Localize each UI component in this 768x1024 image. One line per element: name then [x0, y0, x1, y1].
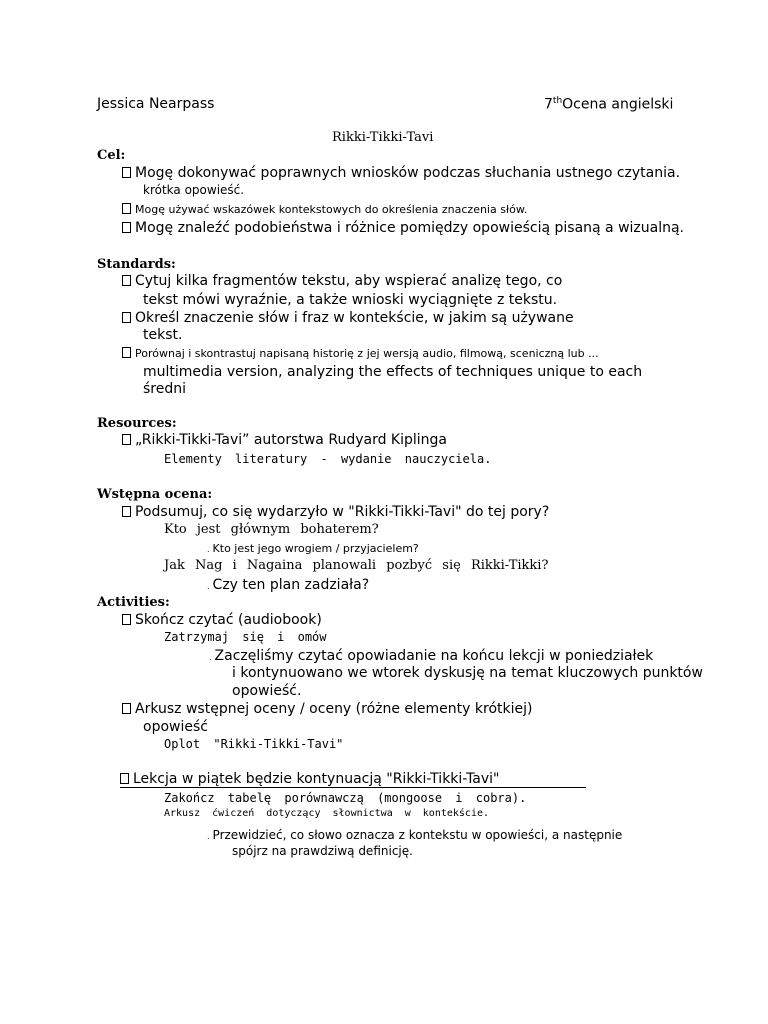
goal-item-3: Mogę znaleźć podobieństwa i różnice pomiędzy opowieścią pisaną a wizualną.	[122, 220, 684, 236]
standards-heading: Standards:	[97, 257, 176, 272]
pre-assessment-item-1: Podsumuj, co się wydarzyło w "Rikki-Tikki-Tavi" do tej pory?	[122, 504, 549, 520]
resource-item-2: Elementy literatury - wydanie nauczyciela.	[164, 452, 492, 466]
activity-item-1: Skończ czytać (audiobook)	[122, 612, 322, 628]
sub-bullet-icon: .	[207, 582, 210, 591]
sub-bullet-icon: .	[209, 653, 212, 662]
pre-assessment-heading: Wstępna ocena:	[97, 487, 213, 502]
activities-heading: Activities:	[97, 595, 170, 610]
grade-superscript: th	[552, 96, 563, 106]
standard-item-3-continued: multimedia version, analyzing the effects of techniques unique to each	[143, 364, 643, 380]
grade-label	[544, 96, 673, 113]
checkbox-bullet-icon	[122, 347, 131, 358]
checkbox-bullet-icon	[122, 312, 131, 323]
sub-bullet-icon: .	[207, 545, 210, 554]
checkbox-bullet-icon	[122, 506, 131, 517]
author-name: Jessica Nearpass	[97, 96, 215, 112]
document-title: Rikki-Tikki-Tavi	[332, 130, 434, 145]
activity-friday-lesson: Lekcja w piątek będzie kontynuacją "Rikki-Tikki-Tavi"	[120, 771, 586, 788]
resource-item-1: „Rikki-Tikki-Tavi” autorstwa Rudyard Kiplinga	[122, 432, 447, 448]
activity-sub-1: Zatrzymaj się i omów	[164, 630, 327, 644]
activity-sub-4: Arkusz ćwiczeń dotyczący słownictwa w kontekście.	[164, 808, 490, 819]
activity-note-1-continued: i kontynuowano we wtorek dyskusję na temat kluczowych punktów	[232, 665, 703, 681]
activity-item-2: Arkusz wstępnej oceny / oceny (różne elementy krótkiej)	[122, 701, 532, 717]
checkbox-bullet-icon	[122, 203, 131, 214]
standard-item-3: Porównaj i skontrastuj napisaną historię z jej wersją audio, filmową, sceniczną lub ...	[122, 347, 599, 360]
activity-note-2: . Przewidzieć, co słowo oznacza z kontekstu w opowieści, a następnie	[207, 828, 623, 842]
activity-note-1-end: opowieść.	[232, 683, 302, 699]
pre-assessment-question-1: Kto jest głównym bohaterem?	[164, 522, 379, 537]
goal-item-1: Mogę dokonywać poprawnych wniosków podczas słuchania ustnego czytania.	[122, 165, 680, 181]
resources-heading: Resources:	[97, 416, 177, 431]
standard-item-1-continued: tekst mówi wyraźnie, a także wnioski wyciągnięte z tekstu.	[143, 292, 558, 308]
checkbox-bullet-icon	[122, 222, 131, 233]
grade-subject: Ocena angielski	[562, 96, 674, 113]
pre-assessment-question-2: . Kto jest jego wrogiem / przyjacielem?	[207, 542, 419, 555]
activity-item-2-continued: opowieść	[143, 719, 208, 735]
checkbox-bullet-icon	[122, 275, 131, 286]
goal-item-2: Mogę używać wskazówek kontekstowych do określenia znaczenia słów.	[122, 203, 527, 216]
checkbox-bullet-icon	[122, 167, 131, 178]
checkbox-bullet-icon	[122, 614, 131, 625]
pre-assessment-question-3: Jak Nag i Nagaina planowali pozbyć się Rikki-Tikki?	[164, 558, 549, 573]
standard-item-1: Cytuj kilka fragmentów tekstu, aby wspierać analizę tego, co	[122, 273, 562, 289]
checkbox-bullet-icon	[122, 434, 131, 445]
sub-bullet-icon: .	[207, 832, 210, 841]
activity-note-1: . Zaczęliśmy czytać opowiadanie na końcu lekcji w poniedziałek	[209, 648, 654, 664]
activity-sub-3: Zakończ tabelę porównawczą (mongoose i cobra).	[164, 791, 527, 805]
standard-item-2: Określ znaczenie słów i fraz w kontekście, w jakim są używane	[122, 310, 574, 326]
activity-sub-2: Oplot "Rikki-Tikki-Tavi"	[164, 737, 344, 751]
standard-item-2-continued: tekst.	[143, 327, 183, 343]
grade-number: 7	[544, 96, 553, 113]
checkbox-bullet-icon	[122, 703, 131, 714]
goal-item-1-continued: krótka opowieść.	[143, 183, 245, 197]
standard-item-3-end: średni	[143, 381, 187, 397]
activity-note-2-continued: spójrz na prawdziwą definicję.	[232, 844, 413, 858]
goal-heading: Cel:	[97, 148, 126, 163]
checkbox-bullet-icon	[120, 773, 129, 784]
pre-assessment-question-4: . Czy ten plan zadziała?	[207, 577, 370, 593]
